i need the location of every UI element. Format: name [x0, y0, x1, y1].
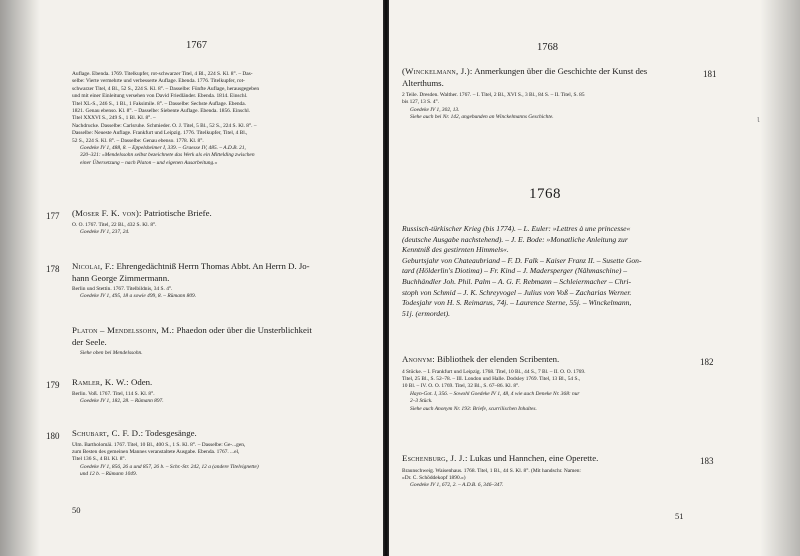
entry-heading [72, 325, 372, 337]
text-line: Braunschweig. Waisenhaus. 1768. Titel, 1 Bl., 44 S. Kl. 8°. (Mit handschr. Namen: [402, 467, 581, 474]
entry-reference: Goedeke IV 1, 672, 2. – A.D.B. 6, 346–347. [410, 482, 504, 489]
note-line: Todesjahr von H. S. Reimarus, 74j. – Laurence Sterne, 55j. – Winckelmann, [402, 298, 632, 308]
note-line: Buchhändler Joh. Phil. Palm – A. G. F. Rebmann – Schleiermacher – Chri- [402, 276, 631, 286]
note-line: 51j. (ermordet). [402, 308, 451, 318]
entry-author: Nicolai, F.: [72, 261, 115, 271]
entry-heading [402, 66, 702, 78]
text-line: Titel XL-S., 246 S., 1 Bl., 1 Faksimile. 8°. – Dasselbe: Sechste Auflage. Ebenda. [72, 100, 246, 107]
text-line: 2 Teile. Dresden. Walther. 1767. – I. Titel, 2 Bl., XVI S., 3 Bl., 84 S. – II. Titel, S. 85 [402, 92, 585, 98]
entry-author: (Winckelmann, J.): [402, 66, 473, 76]
text-line: Titel 136 S., 4 Bl. Kl. 8°. [72, 456, 126, 463]
entry-number: 177 [46, 211, 60, 221]
entry-title: Anmerkungen über die Geschichte der Kunst des [472, 66, 648, 76]
note-line: tard (Hölderlin's Diotima) – Fr. Kind – J. Madersperger (Nähmaschine) – [402, 266, 628, 276]
entry-reference [72, 464, 372, 479]
note-line: Geburtsjahr von Chateaubriand – F. D. Falk – Kaiser Franz II. – Susette Gon- [402, 255, 642, 265]
entry-title: Todesgesänge. [143, 428, 197, 438]
entry-number: 179 [46, 380, 60, 390]
continuation-block [72, 71, 372, 167]
entry-178 [72, 261, 372, 301]
entry-details: Berlin. Voß. 1767. Titel, 114 S. Kl. 8°. [72, 390, 155, 397]
text-line: bis 127, 13 S. 4°. [402, 99, 440, 106]
page-number: 51 [675, 511, 684, 521]
entry-179 [72, 377, 372, 405]
entry-details [72, 442, 372, 464]
reference-line: Goedeke IV 1, 488, 8. – Eppelsheimer I, 339. – Graesse IV, 485. – A.D.B. 21, [80, 145, 246, 152]
entry-reference: Goedeke IV 1, 237, 24. [80, 228, 130, 235]
reference-line: Goedeke IV 1, 302, 13. [410, 106, 460, 113]
text-line: Nachdrucke. Dasselbe: Carlsruhe. Schmieder. O. J. Titel, 5 Bl., 52 S., 224 S. Kl. 8°. – [72, 122, 257, 129]
year-notes [402, 224, 702, 319]
reference-line: 320–321: »Mendelssohn selbst bezeichnete das Werk als ein Mittelding zwischen [80, 152, 255, 159]
entry-title: Ehrengedächtniß Herrn Thomas Abbt. An Herrn D. Jo- [114, 261, 310, 271]
text-line: 52 S., 224 S. Kl. 8°. – Dasselbe: Genau ebenso. 1778. Kl. 8°. [72, 137, 204, 144]
running-head-year: 1767 [186, 40, 207, 51]
text-line: zum Besten des gemeinen Mannes veranstaltete Ausgabe. Ebenda. 1767. ...el, [72, 448, 240, 455]
entry-title: Oden. [128, 377, 153, 387]
entry-number: 180 [46, 431, 60, 441]
entry-number: 181 [703, 69, 717, 79]
entry-number: 182 [700, 357, 714, 367]
entry-180 [72, 428, 372, 479]
entry-reference: Goedeke IV 1, 495, 18 a sowie 499, 8. – Rümann 809. [80, 293, 197, 300]
note-line: Kenntniß des gestirnten Himmels«. [402, 245, 509, 255]
entry-heading-continued: hann George Zimmermann. [72, 272, 170, 283]
entry-details [402, 369, 702, 391]
entry-author: Eschenburg, J. J.: [402, 453, 468, 463]
entry-heading-continued: Alterthums. [402, 77, 444, 88]
entry-details [402, 92, 702, 107]
note-line: stoph von Schmid – J. K. Schreyvogel – Julius von Voß – Zacharias Werner. [402, 287, 632, 297]
reference-line: Siehe auch bei Nr. 142, angebunden an Winckelmanns Geschichte. [410, 114, 554, 121]
entry-heading [72, 377, 372, 389]
page-number: 50 [72, 505, 81, 515]
entry-heading [402, 354, 702, 366]
reference-line: 2–3 Stück. [410, 398, 433, 405]
entry-heading [72, 261, 372, 273]
text-line: und mit einer Einleitung versehen von David Friedländer. Ebenda. 1814. Einschl. [72, 93, 248, 100]
page-edge-shadow [760, 0, 800, 556]
text-line: selbe: Vierte vermehrte und verbesserte Auflage. Ebenda. 1776. Titelkupfer, rot- [72, 78, 245, 85]
text-line: 10 Bl. – IV. O. O. 1769. Titel, 32 Bl., S. 67–86. Kl. 8°. [402, 383, 520, 390]
entry-reference [402, 107, 702, 122]
entry-author: (Moser F. K. von): [72, 208, 142, 218]
continuation-text [72, 71, 372, 145]
page-mark: ι [757, 114, 760, 125]
note-line: (deutsche Ausgabe nachstehend). – J. E. Bode: »Monatliche Anleitung zur [402, 234, 628, 244]
entry-number: 183 [700, 456, 714, 466]
continuation-references [72, 145, 372, 167]
entry-181 [402, 66, 702, 122]
left-page [0, 0, 383, 556]
entry-183 [402, 453, 702, 490]
text-line: »Dr. C. Schöddekopf 1890.«) [402, 474, 466, 481]
text-line: Ulm. Bartholomäi. 1767. Titel, 10 Bl., 400 S., 1 S. Kl. 8°. – Dasselbe: Ge-...gen, [72, 441, 246, 448]
entry-author: Anonym: [402, 354, 435, 364]
entry-heading-continued: der Seele. [72, 336, 107, 347]
entry-reference: Siehe oben bei Mendelssohn. [80, 350, 143, 356]
entry-details: Berlin und Stettin. 1767. Titelbildnis, 34 S. 4°. [72, 286, 173, 292]
reference-line: Hayn-Got. I, 356. – Sowohl Goedeke IV 1, 48, 4 wie auch Deneke Nr. 368: nur [410, 390, 580, 397]
entry-author: Ramler, K. W.: [72, 377, 129, 387]
page-edge-shadow [0, 0, 40, 556]
reference-line: Goedeke IV 1, 856, 26 a und 857, 26 b. – Schr.-Str. 242, 12 a (andere Titelvignette) [80, 463, 259, 470]
right-page [389, 0, 800, 556]
entry-reference: Goedeke IV 1, 182, 28. – Rümann 897. [80, 397, 164, 404]
entry-title: Patriotische Briefe. [141, 208, 212, 218]
entry-182 [402, 354, 702, 413]
text-line: Dasselbe: Neueste Auflage. Frankfurt und Leipzig. 1776. Titelkupfer, Titel, 4 Bl., [72, 130, 248, 137]
entry-heading [72, 428, 372, 440]
running-head-year: 1768 [537, 42, 558, 53]
entry-reference [402, 391, 702, 413]
entry-title: Lukas und Hannchen, eine Operette. [467, 453, 599, 463]
text-line: 1821. Genau ebenso. Kl. 8°. – Dasselbe: Siebente Auflage. Ebenda. 1856. Einschl. [72, 108, 251, 115]
text-line: Titel XXXVI S., 249 S., 1 Bl. Kl. 8°. – [72, 115, 156, 122]
entry-heading [72, 208, 372, 220]
entry-number: 178 [46, 264, 60, 274]
reference-line: Siehe auch Anonym Nr. 193: Briefe, scurrilischen Inhaltes. [410, 405, 537, 412]
text-line: Titel, 25 Bl., S. 52–78. – III. London und Halle. Dodsley 1769. Titel, 13 Bl., 54 S., [402, 375, 581, 382]
note-line: Russisch-türkischer Krieg (bis 1774). – L. Euler: »Lettres à une princesse« [402, 224, 631, 233]
entry-heading [402, 453, 702, 465]
text-line: schwarzer Titel, 4 Bl., 52 S., 224 S. Kl. 8°. – Dasselbe: Fünfte Auflage, herausgegeben [72, 85, 260, 92]
entry-platon-crossref [72, 325, 372, 357]
text-line: 4 Stücke. – I. Frankfurt und Leipzig. 1768. Titel, 10 Bl., 44 S., 7 Bl. – II. O. O. 1769. [402, 368, 586, 375]
entry-author: Schubart, C. F. D.: [72, 428, 144, 438]
entry-title: Bibliothek der elenden Scribenten. [434, 354, 560, 364]
entry-details: O. O. 1767. Titel, 22 Bl., 432 S. Kl. 8°. [72, 221, 157, 228]
text-line: Auflage. Ebenda. 1769. Titelkupfer, rot-schwarzer Titel, 4 Bl., 224 S. Kl. 8°. – Das- [72, 71, 253, 77]
entry-author: Platon – Mendelssohn, M.: [72, 325, 175, 335]
entry-details [402, 468, 702, 483]
entry-177 [72, 208, 372, 236]
entry-title: Phaedon oder über die Unsterblichkeit [174, 325, 312, 335]
year-heading: 1768 [529, 186, 561, 202]
reference-line: einer Übersetzung – nach Platon – und eigenen Ausarbeitung.« [80, 159, 218, 166]
reference-line: und 12 b. – Rümann 1049. [80, 471, 138, 478]
